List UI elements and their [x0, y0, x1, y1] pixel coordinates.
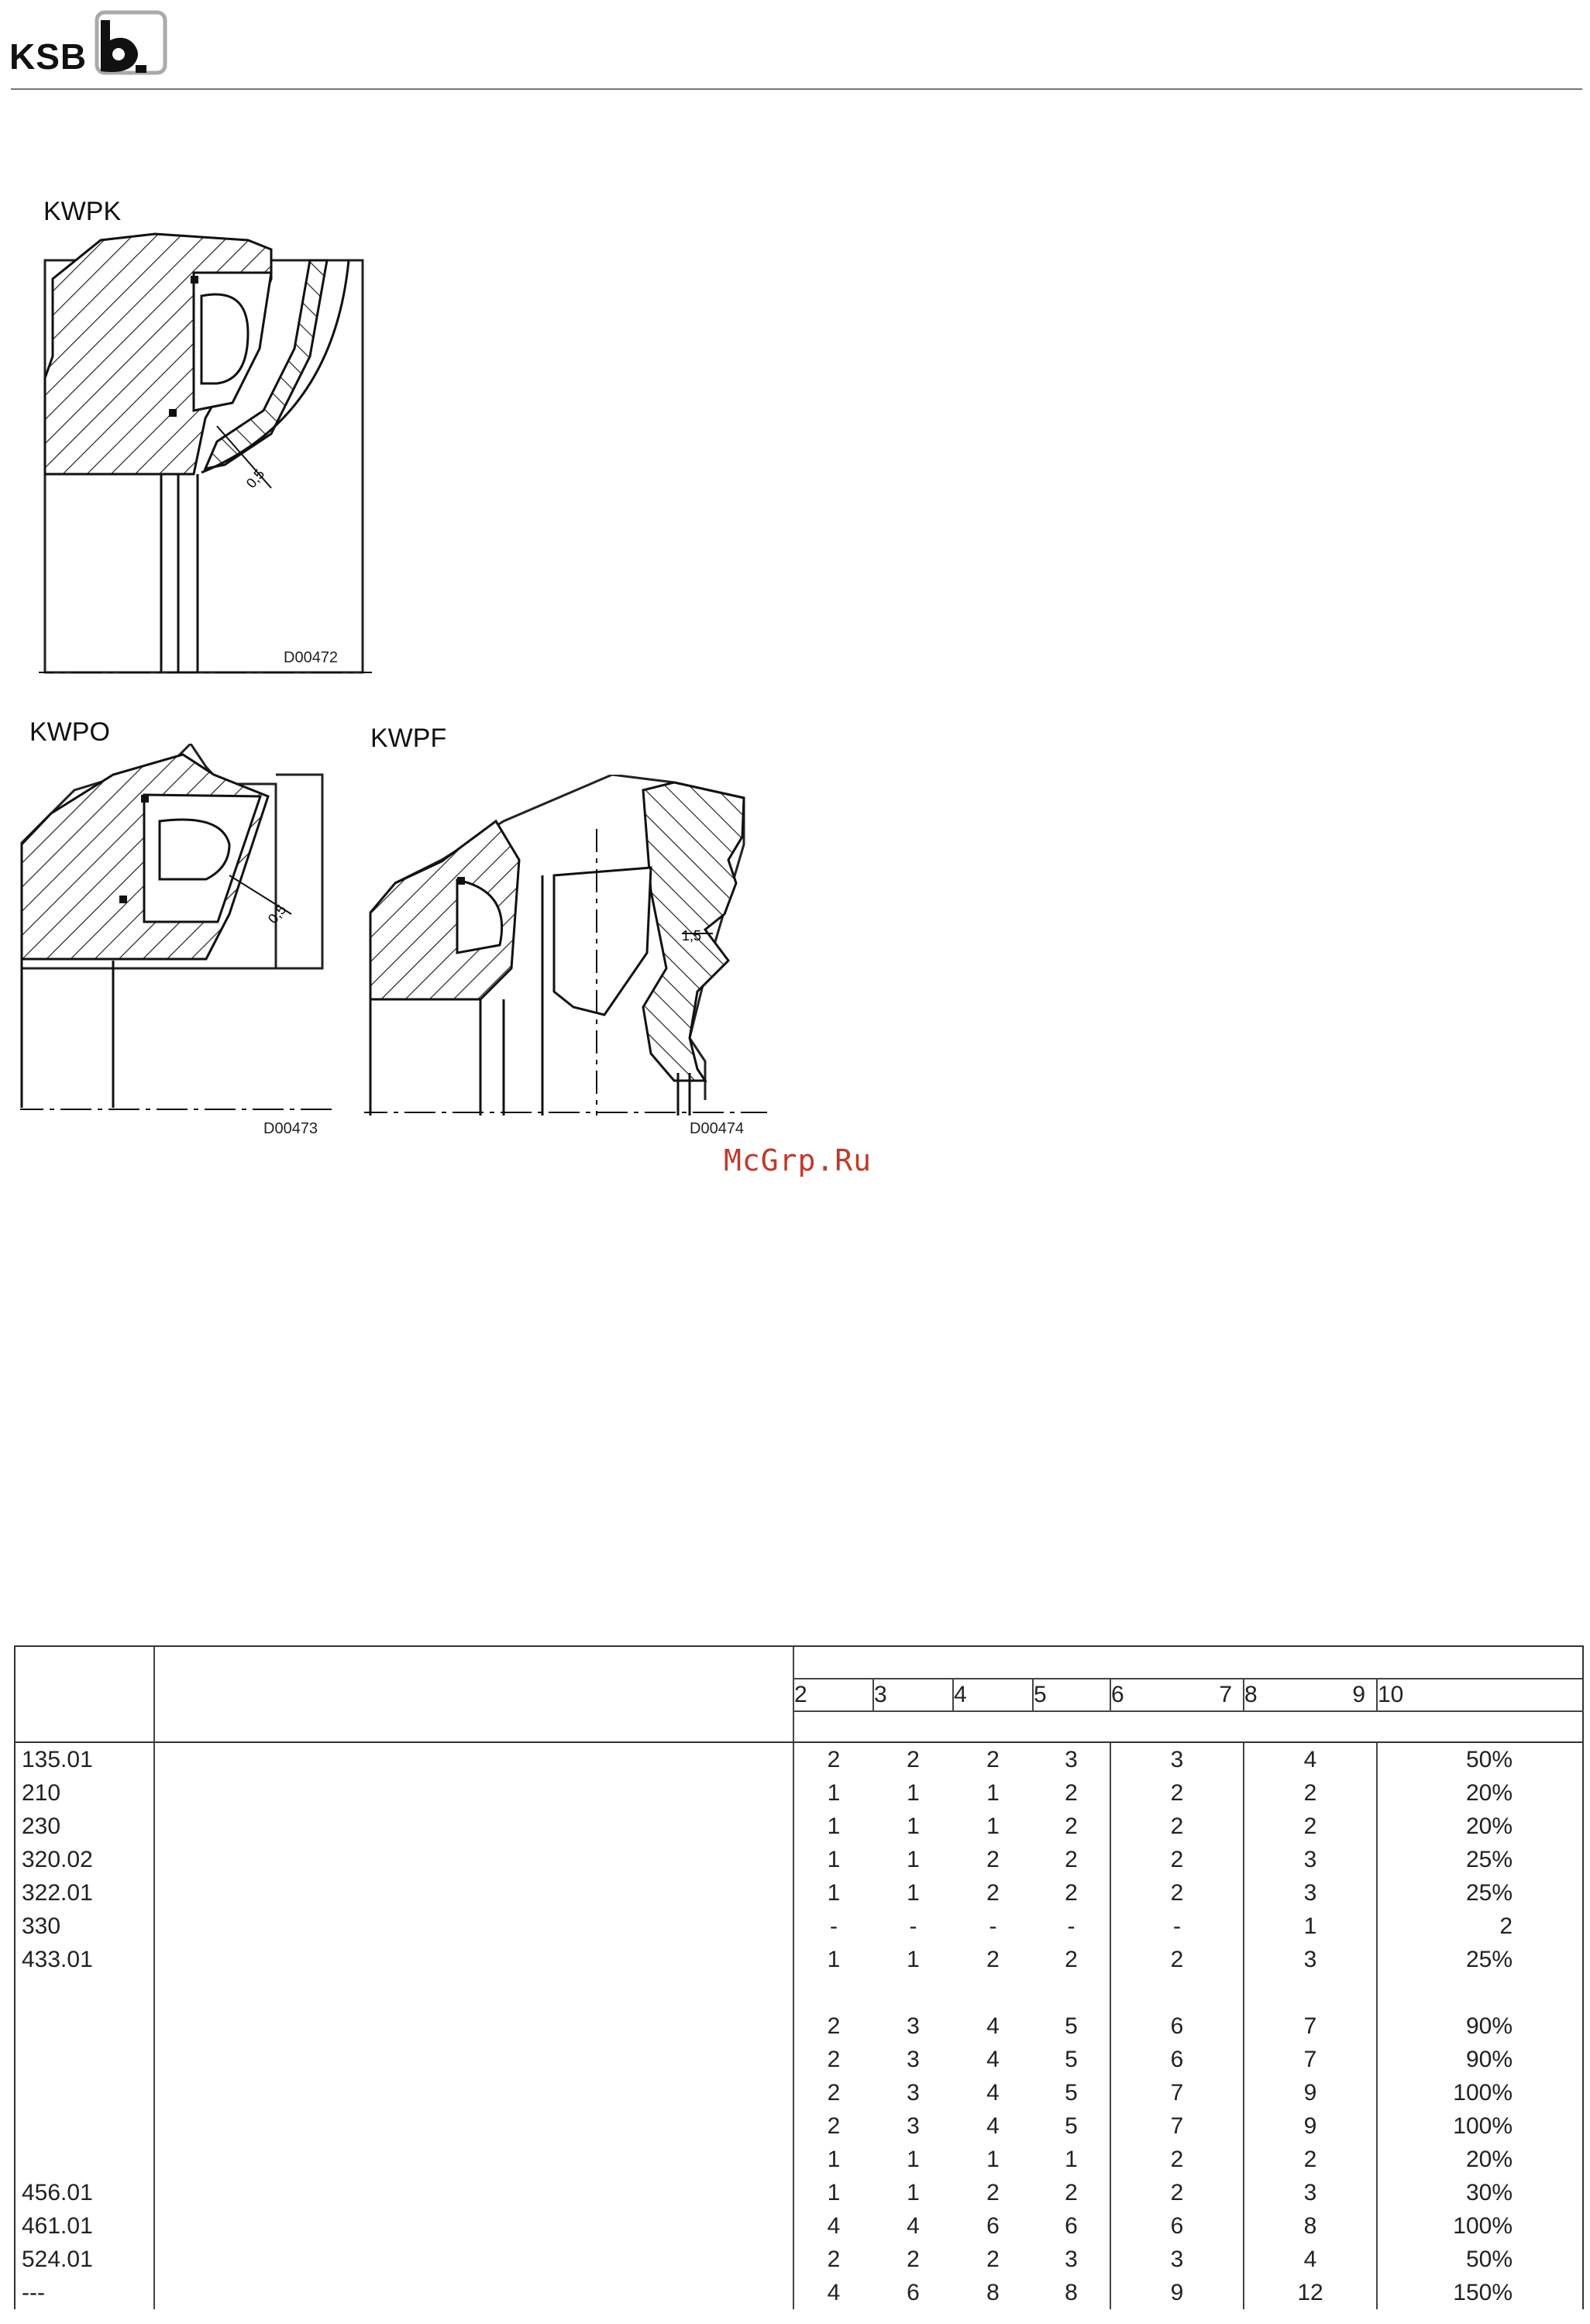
quantity-cell: 6: [986, 2213, 1000, 2239]
dim-kwpo: 0,5: [264, 902, 290, 927]
header-quantity: [793, 1646, 1583, 1679]
part-description: [154, 1943, 793, 1976]
quantity-percent: 20%: [1377, 2143, 1583, 2176]
table-row: [15, 2209, 1583, 2243]
quantity-cell: 1: [793, 1810, 873, 1843]
quantity-cell: 9: [1244, 2109, 1377, 2143]
quantity-cell: 2: [986, 1847, 1000, 1872]
part-number: [15, 2076, 154, 2109]
table-row: [15, 1876, 1583, 1910]
quantity-cell: 1: [907, 1847, 920, 1872]
kwpo-drawing: [20, 744, 338, 1116]
quantity-cell: 4: [986, 2113, 1000, 2139]
quantity-cell: 1: [793, 1776, 873, 1810]
quantity-cell: 2: [986, 1880, 1000, 1906]
part-description: [154, 1810, 793, 1843]
quantity-cell: 4: [986, 2013, 1000, 2039]
column-number: 7: [1219, 1682, 1232, 1707]
quantity-percent: 50%: [1377, 2243, 1583, 2276]
part-description: [154, 2176, 793, 2209]
quantity-cell: 5: [1065, 2080, 1078, 2106]
quantity-percent: 100%: [1377, 2076, 1583, 2109]
quantity-cell: 1: [793, 1876, 873, 1910]
quantity-cell: 5: [1065, 2013, 1078, 2039]
quantity-cell: 5: [1065, 2047, 1078, 2072]
quantity-cell: 2: [1065, 1847, 1078, 1872]
quantity-cell: 6: [1065, 2213, 1078, 2239]
quantity-cell: [1244, 1976, 1377, 2009]
quantity-cell: 6: [907, 2280, 920, 2305]
quantity-percent: 100%: [1377, 2109, 1583, 2143]
quantity-cell: 2: [1065, 1813, 1078, 1839]
quantity-cell: [873, 1976, 953, 2009]
quantity-cell: 4: [1244, 1742, 1377, 1776]
quantity-cell: 3: [1065, 1747, 1078, 1772]
quantity-percent: [1377, 1976, 1583, 2009]
quantity-cell: [1033, 1976, 1110, 2009]
figure-label-kwpo: KWPO: [29, 717, 110, 747]
quantity-cell: 2: [907, 2247, 920, 2272]
quantity-percent: 100%: [1377, 2209, 1583, 2243]
table-row: [15, 2276, 1583, 2309]
column-number: 5: [1033, 1679, 1110, 1711]
column-number: 8: [1244, 1682, 1258, 1707]
quantity-percent: 25%: [1377, 1876, 1583, 1910]
quantity-cell: 2: [1065, 1780, 1078, 1806]
quantity-cell: 2: [1110, 1876, 1244, 1910]
column-number-pair: [1244, 1679, 1377, 1711]
quantity-percent: 2: [1377, 1910, 1583, 1943]
spare-parts-table: [14, 1645, 1582, 2324]
quantity-cell: 3: [1065, 2247, 1078, 2272]
table-row: [15, 1943, 1583, 1976]
quantity-cell: 1: [907, 1780, 920, 1806]
quantity-cell: 4: [793, 2209, 873, 2243]
table-row: [15, 1776, 1583, 1810]
quantity-cell: 1: [1065, 2147, 1078, 2172]
table-row: [15, 1810, 1583, 1843]
part-description: [154, 1776, 793, 1810]
quantity-cell: 1: [907, 1813, 920, 1839]
quantity-cell: 2: [793, 2009, 873, 2043]
quantity-cell: 2: [793, 2109, 873, 2143]
part-number: 210: [15, 1776, 154, 1810]
part-number: [15, 1976, 154, 2009]
quantity-cell: 2: [986, 1947, 1000, 1972]
quantity-cell: 3: [1110, 2243, 1244, 2276]
quantity-cell: 2: [1110, 1810, 1244, 1843]
quantity-cell: 4: [986, 2047, 1000, 2072]
part-number: 433.01: [15, 1943, 154, 1976]
quantity-cell: 2: [793, 2043, 873, 2076]
quantity-percent: 20%: [1377, 1776, 1583, 1810]
quantity-cell: 1: [1244, 1910, 1377, 1943]
quantity-cell: 2: [1110, 1843, 1244, 1876]
column-number: 6: [1111, 1682, 1124, 1707]
quantity-cell: 3: [907, 2047, 920, 2072]
part-number: [15, 2143, 154, 2176]
quantity-percent: 25%: [1377, 1843, 1583, 1876]
quantity-cell: 8: [1244, 2209, 1377, 2243]
table-row: [15, 2243, 1583, 2276]
column-number: 10: [1377, 1679, 1583, 1711]
quantity-cell: 12: [1244, 2276, 1377, 2309]
quantity-percent: 90%: [1377, 2009, 1583, 2043]
quantity-cell: 1: [907, 2180, 920, 2205]
table-row: [15, 2143, 1583, 2176]
quantity-cell: 7: [1244, 2009, 1377, 2043]
quantity-cell: 1: [907, 2147, 920, 2172]
header-description: [154, 1646, 793, 1679]
quantity-percent: 25%: [1377, 1943, 1583, 1976]
quantity-cell: 4: [1244, 2243, 1377, 2276]
part-number: 322.01: [15, 1876, 154, 1910]
quantity-cell: 9: [1244, 2076, 1377, 2109]
quantity-cell: 3: [1244, 1876, 1377, 1910]
quantity-cell: 2: [1110, 1943, 1244, 1976]
quantity-cell: 2: [1110, 1776, 1244, 1810]
part-description: [154, 1976, 793, 2009]
quantity-cell: 2: [1065, 1947, 1078, 1972]
kwpf-drawing: [364, 775, 767, 1116]
quantity-cell: -: [909, 1913, 917, 1939]
quantity-cell: -: [1110, 1910, 1244, 1943]
quantity-percent: 150%: [1377, 2276, 1583, 2309]
table-row: [15, 2009, 1583, 2043]
header-rule: [11, 88, 1582, 90]
quantity-cell: 4: [986, 2080, 1000, 2106]
quantity-cell: 4: [793, 2276, 873, 2309]
figure-code-kwpf: D00474: [690, 1120, 745, 1137]
quantity-cell: -: [1067, 1913, 1075, 1939]
parts-table: [14, 1645, 1584, 2309]
quantity-cell: 7: [1110, 2076, 1244, 2109]
quantity-percent: 50%: [1377, 1742, 1583, 1776]
part-description: [154, 1876, 793, 1910]
table-row: [15, 2176, 1583, 2209]
quantity-cell: 6: [1110, 2009, 1244, 2043]
part-description: [154, 1742, 793, 1776]
quantity-cell: -: [989, 1913, 997, 1939]
part-number: 524.01: [15, 2243, 154, 2276]
part-description: [154, 2209, 793, 2243]
column-number: 9: [1352, 1682, 1365, 1707]
quantity-cell: 2: [986, 2180, 1000, 2205]
table-row: [15, 2076, 1583, 2109]
table-row: [15, 2043, 1583, 2076]
quantity-cell: 2: [1065, 1880, 1078, 1906]
part-description: [154, 2143, 793, 2176]
figure-code-kwpo: D00473: [263, 1120, 318, 1137]
figure-code-kwpk: D00472: [284, 649, 339, 666]
quantity-cell: [953, 1976, 1033, 2009]
quantity-cell: 3: [1244, 2176, 1377, 2209]
quantity-cell: 1: [986, 1780, 1000, 1806]
quantity-cell: 8: [986, 2280, 1000, 2305]
quantity-cell: 2: [1110, 2143, 1244, 2176]
logo-text: KSB: [9, 36, 88, 77]
part-number: 320.02: [15, 1843, 154, 1876]
quantity-cell: 3: [1244, 1843, 1377, 1876]
quantity-cell: 3: [1244, 1943, 1377, 1976]
part-number: ---: [15, 2276, 154, 2309]
quantity-cell: 4: [907, 2213, 920, 2239]
quantity-cell: 6: [1110, 2043, 1244, 2076]
quantity-percent: 20%: [1377, 1810, 1583, 1843]
quantity-cell: 1: [793, 2176, 873, 2209]
quantity-cell: 2: [793, 2076, 873, 2109]
part-number: [15, 2043, 154, 2076]
part-number: 461.01: [15, 2209, 154, 2243]
part-number: 135.01: [15, 1742, 154, 1776]
dim-kwpf: 1,5: [682, 928, 702, 944]
quantity-cell: 3: [907, 2113, 920, 2139]
table-row: [15, 1742, 1583, 1776]
quantity-cell: 2: [986, 1747, 1000, 1772]
quantity-cell: 2: [1244, 2143, 1377, 2176]
figure-label-kwpf: KWPF: [370, 724, 447, 753]
quantity-percent: 30%: [1377, 2176, 1583, 2209]
column-number: 3: [873, 1679, 953, 1711]
table-row: [15, 1843, 1583, 1876]
quantity-cell: -: [793, 1910, 873, 1943]
part-number: [15, 2109, 154, 2143]
part-description: [154, 2109, 793, 2143]
part-description: [154, 2076, 793, 2109]
part-description: [154, 2276, 793, 2309]
quantity-cell: 8: [1065, 2280, 1078, 2305]
quantity-cell: 9: [1110, 2276, 1244, 2309]
quantity-cell: 3: [907, 2013, 920, 2039]
table-row: [15, 1976, 1583, 2009]
quantity-cell: 1: [793, 2143, 873, 2176]
part-description: [154, 2009, 793, 2043]
table-row: [15, 1910, 1583, 1943]
dim-kwpk: 0,5: [243, 466, 268, 491]
quantity-cell: 5: [1065, 2113, 1078, 2139]
quantity-cell: 7: [1244, 2043, 1377, 2076]
quantity-cell: 1: [986, 1813, 1000, 1839]
header-blank: [15, 1646, 154, 1679]
quantity-cell: 2: [1065, 2180, 1078, 2205]
quantity-cell: 1: [793, 1943, 873, 1976]
quantity-cell: 1: [793, 1843, 873, 1876]
part-description: [154, 2243, 793, 2276]
page-header: [0, 0, 1590, 93]
quantity-cell: 3: [1110, 1742, 1244, 1776]
quantity-cell: 6: [1110, 2209, 1244, 2243]
quantity-cell: 2: [907, 1747, 920, 1772]
quantity-cell: 1: [986, 2147, 1000, 2172]
part-number: 330: [15, 1910, 154, 1943]
table-row: [15, 2109, 1583, 2143]
quantity-cell: [793, 1976, 873, 2009]
part-number: 230: [15, 1810, 154, 1843]
quantity-percent: 90%: [1377, 2043, 1583, 2076]
quantity-cell: 2: [1110, 2176, 1244, 2209]
quantity-cell: 2: [1244, 1776, 1377, 1810]
kwpk-drawing: [39, 232, 372, 682]
watermark: McGrp.Ru: [724, 1143, 872, 1177]
quantity-cell: 1: [907, 1880, 920, 1906]
quantity-cell: 3: [907, 2080, 920, 2106]
column-number: 4: [953, 1679, 1033, 1711]
part-description: [154, 1843, 793, 1876]
part-description: [154, 1910, 793, 1943]
quantity-cell: 2: [793, 1742, 873, 1776]
part-number: 456.01: [15, 2176, 154, 2209]
quantity-cell: 7: [1110, 2109, 1244, 2143]
quantity-cell: 2: [793, 2243, 873, 2276]
part-description: [154, 2043, 793, 2076]
quantity-cell: 1: [907, 1947, 920, 1972]
quantity-cell: 2: [986, 2247, 1000, 2272]
column-number: 2: [793, 1679, 873, 1711]
figure-label-kwpk: KWPK: [43, 197, 122, 226]
column-number-pair: [1110, 1679, 1244, 1711]
quantity-cell: 2: [1244, 1810, 1377, 1843]
quantity-cell: [1110, 1976, 1244, 2009]
part-number: [15, 2009, 154, 2043]
